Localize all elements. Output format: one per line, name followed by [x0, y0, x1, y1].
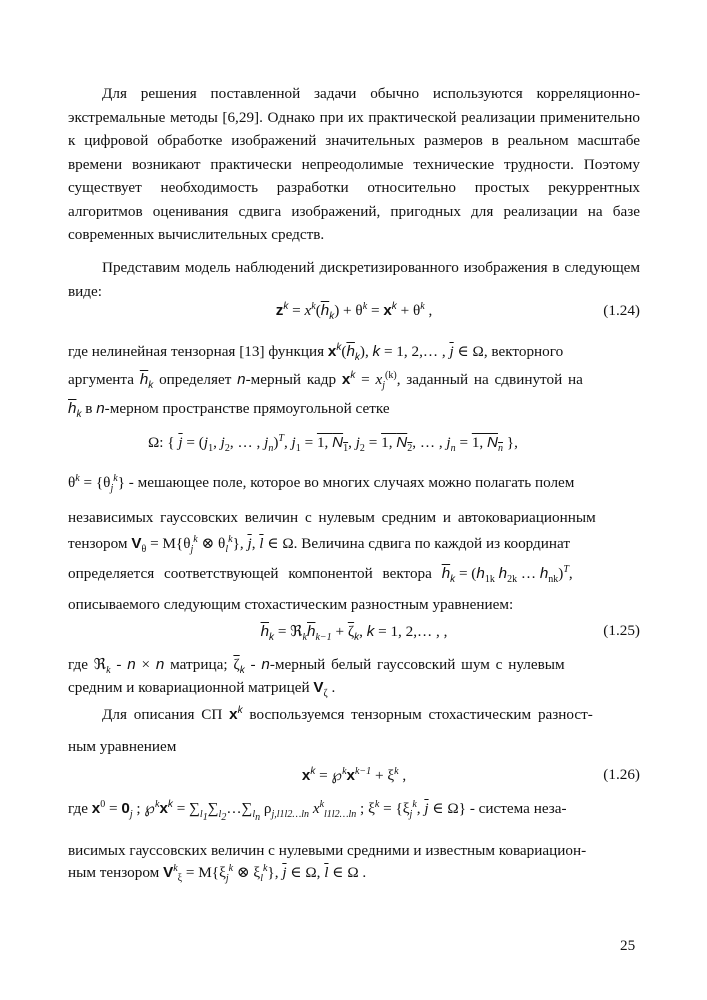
text-line: тензором $V_\theta = M\{\theta_j^k$ ⊗ $\theta_l^k$}, $\overline{j}$, $\overline{l}$ ∈ Ω. Величина сдвига по каждой из координат [68, 533, 571, 556]
text-line: независимых гауссовских величин с нулевым средним и автоковариационным [68, 509, 596, 526]
equation-number: (1.25) [603, 622, 640, 639]
text-fragment: - мешающее поле, которое во многих случаях можно полагать полем [128, 474, 575, 491]
text-fragment: определяет [159, 371, 232, 388]
text-line: где $x^0 = 0_j$ ; $℘^kx^k$ = $\sum_{l_1}\sum_{l_2}\dots\sum_{l_n}$ $\rho_{j,l1l2\dots ln}$ $x^k_{l1l2\dots ln}$ ; $\xi^k = \{\xi_j^k$, $\overline{j}$ ∈ Ω} - система неза- [68, 798, 567, 824]
text-fragment: воспользуемся тензорным стохастическим разност- [249, 706, 593, 723]
text-line: $\overline{h}_k$ в n-мерном пространстве прямоугольной сетке [68, 400, 390, 421]
text-fragment: -мерный кадр [245, 371, 337, 388]
page-number: 25 [620, 937, 636, 954]
text-line: средним и ковариационной матрицей $V_\zeta$ . [68, 679, 336, 700]
text-fragment: аргумента [68, 371, 135, 388]
equation-number: (1.26) [603, 766, 640, 783]
text-fragment: где [68, 656, 88, 673]
text-line: висимых гауссовских величин с нулевыми средними и известным ковариацион- [68, 842, 587, 859]
text-fragment: где нелинейная тензорная [13] функция [68, 343, 325, 360]
paragraph-model: Представим модель наблюдений дискретизированного изображения в следующем виде: [68, 259, 640, 300]
text-line: $\theta^k = \{\theta_j^k\}$ - мешающее поле, которое во многих случаях можно полагать полем [68, 472, 575, 495]
text-fragment: в [85, 400, 93, 417]
text-fragment: ным тензором [68, 864, 160, 881]
text-fragment: Для описания СП [102, 706, 223, 723]
equation-grid [68, 434, 640, 460]
text-line: аргумента $\overline{h}_k$ определяет n-мерный кадр $x^k = x_j^{(k)}$, заданный на сдвинутой на [68, 369, 583, 392]
text-fragment: определяется соответствующей компонентой вектора [68, 565, 432, 582]
equation-1-24 [68, 302, 640, 328]
equation-1-24-body: $z^k = x^k(\overline{h}_k) + \theta^k = x^k + \theta^k$ , [275, 300, 433, 323]
text-fragment: -мерный белый гауссовский шум с нулевым [269, 656, 565, 673]
equation-number: (1.24) [603, 302, 640, 319]
text-fragment: матрица; [170, 656, 228, 673]
text-fragment: , заданный на сдвинутой на [396, 371, 583, 388]
text-line: где ℜ$_k$ - n × n матрица; $\overline{\zeta}_k$ - n-мерный белый гауссовский шум с нулевым [68, 656, 565, 677]
text-line: описываемого следующим стохастическим разностным уравнением: [68, 596, 514, 613]
text-fragment: . Величина сдвига по каждой из координат [293, 535, 571, 552]
equation-grid-body: Ω: { $\overline{j} = (j_1$, $j_2$, … , $j_n)^T$, $j_1 = 1$, $N_1$, $j_2 = 1$, $N_2$, … , $j_n = 1$, $N_n$ }, [148, 432, 518, 455]
text-fragment: средним и ковариационной матрицей [68, 679, 310, 696]
text-line: где нелинейная тензорная [13] функция $x^k(\overline{h}_k)$, k = 1, 2,… , $\overline{j}$ ∈ Ω, векторного [68, 341, 564, 364]
equation-1-25 [68, 622, 640, 648]
equation-1-26 [68, 766, 640, 792]
text-fragment: , векторного [483, 343, 564, 360]
text-line: Для описания СП $x^k$ воспользуемся тензорным стохастическим разност- [102, 704, 593, 723]
text-line: определяется соответствующей компонентой вектора $\overline{h}_k = (h_{1k}$ $h_{2k}$ … $h_{nk})^T$, [68, 563, 573, 586]
equation-1-25-body: $\overline{h}_k$ = $ℜ_k\overline{h}_{k-1} + \overline{\zeta}_k$, k = 1, 2,… , , [260, 623, 448, 644]
paragraph-intro: Для решения поставленной задачи обычно используются корреляционно-экстремальные методы [6,29]. Однако при их практической реализации применительно к цифровой обработке изображений значительных размеров в реальном масштабе времени возникают практически непреодолимые технические трудности. Поэтому существует необходимость разработки относительно простых рекуррентных алгоритмов оценивания сдвига изображений, пригодных для реализации на базе современных вычислительных средств. [68, 85, 640, 243]
text-line: ным тензором $V^k_\xi = M\{\xi_j^k$ ⊗ $\xi_l^k$}, $\overline{j}$ ∈ Ω, $\overline{l}$ ∈ Ω . [68, 862, 367, 885]
text-fragment: - система неза- [469, 800, 567, 817]
text-line: ным уравнением [68, 738, 177, 755]
text-fragment: -мерном пространстве прямоугольной сетке [104, 400, 390, 417]
text-fragment: тензором [68, 535, 128, 552]
equation-1-26-body: $x^k$ = $℘^kx^{k-1} + \xi^k$ , [301, 765, 407, 784]
text-fragment: где [68, 800, 88, 817]
